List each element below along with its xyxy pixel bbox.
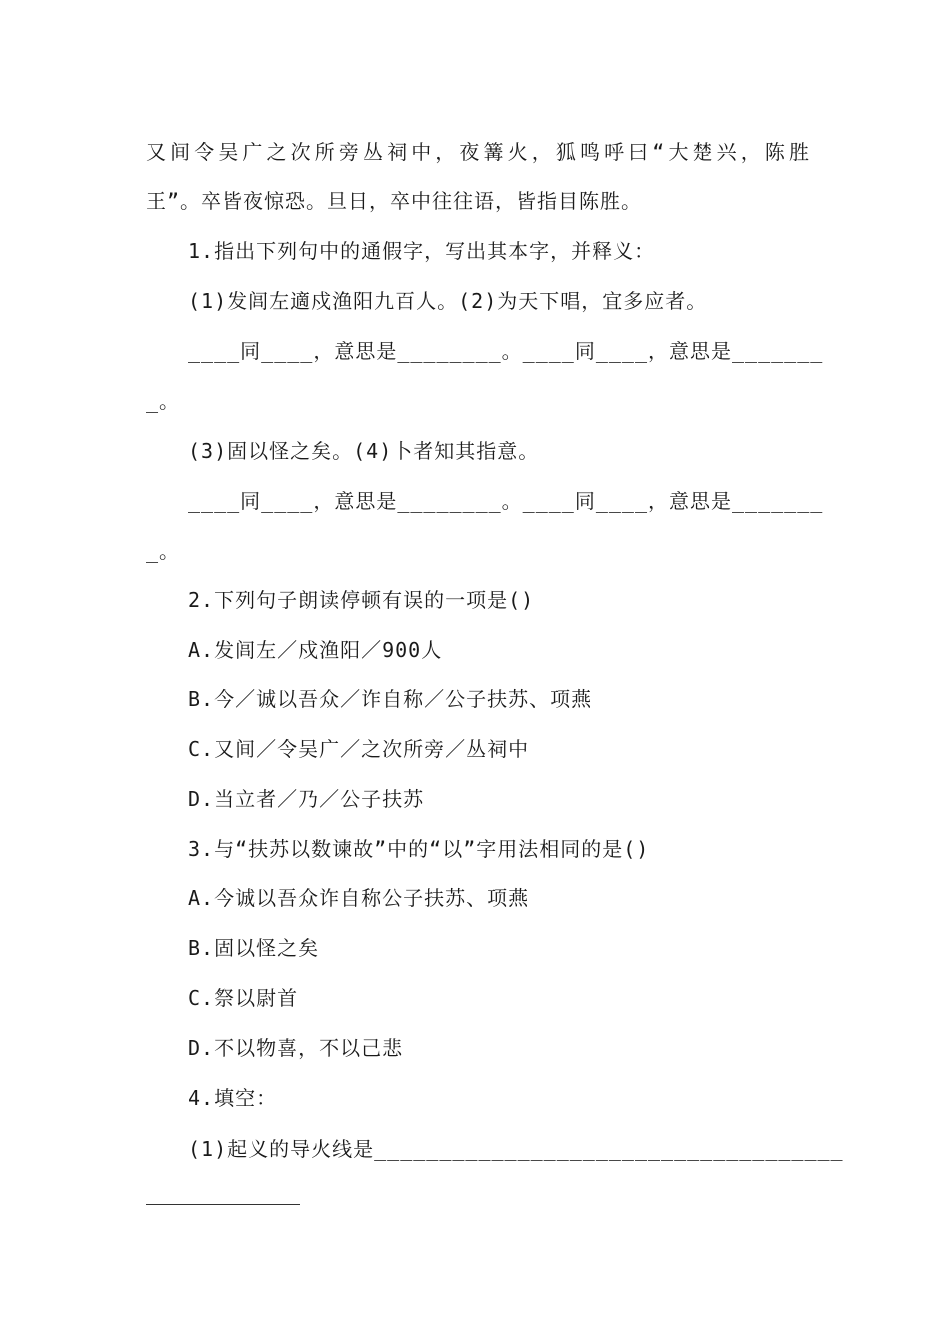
question-1-fill-1-2: ____同____，意思是________。____同____，意思是_______: [188, 339, 824, 363]
question-1-sentences-1-2: (1)发闾左適戍渔阳九百人。(2)为天下唱，宜多应者。: [188, 289, 708, 313]
question-1-fill-1-2-end: _。: [146, 389, 181, 413]
question-2-option-a: A.发闾左／戍渔阳／900人: [188, 638, 443, 662]
question-3-option-a: A.今诚以吾众诈自称公子扶苏、项燕: [188, 886, 530, 910]
passage-line-2: 王”。卒皆夜惊恐。旦日，卒中往往语，皆指目陈胜。: [146, 189, 643, 213]
question-3-stem: 3.与“扶苏以数谏故”中的“以”字用法相同的是(): [188, 837, 650, 861]
question-1-stem: 1.指出下列句中的通假字，写出其本字，并释义：: [188, 239, 656, 263]
footnote-divider: [146, 1204, 300, 1205]
question-3-option-c: C.祭以尉首: [188, 986, 299, 1010]
question-2-option-c: C.又间／令吴广／之次所旁／丛祠中: [188, 737, 530, 761]
question-3-option-b: B.固以怪之矣: [188, 936, 320, 960]
question-2-option-b: B.今／诚以吾众／诈自称／公子扶苏、项燕: [188, 687, 593, 711]
question-3-option-d: D.不以物喜，不以己悲: [188, 1036, 404, 1060]
passage-line-1: 又间令吴广之次所旁丛祠中，夜篝火，狐鸣呼曰“大楚兴，陈胜: [146, 140, 810, 164]
question-1-fill-3-4: ____同____，意思是________。____同____，意思是_______: [188, 489, 824, 513]
question-2-option-d: D.当立者／乃／公子扶苏: [188, 787, 425, 811]
question-4-stem: 4.填空：: [188, 1086, 278, 1110]
question-1-sentences-3-4: (3)固以怪之矣。(4)卜者知其指意。: [188, 439, 540, 463]
question-1-fill-3-4-end: _。: [146, 539, 181, 563]
question-2-stem: 2.下列句子朗读停顿有误的一项是(): [188, 588, 535, 612]
question-4-sub-1: (1)起义的导火线是____________________________________: [188, 1137, 844, 1161]
